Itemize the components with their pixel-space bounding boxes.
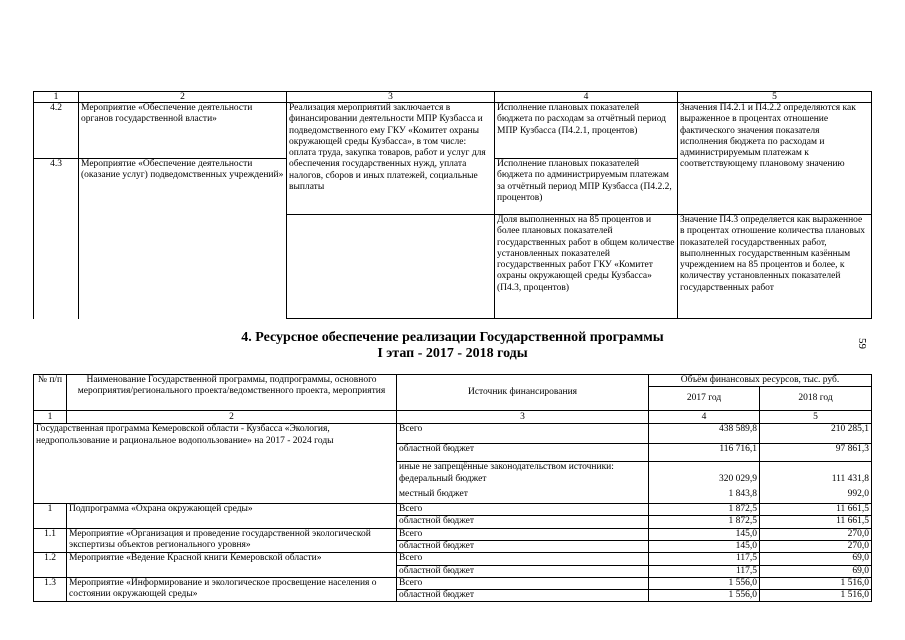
source: федеральный бюджет bbox=[397, 474, 649, 489]
source: областной бюджет bbox=[397, 590, 649, 602]
value-2017: 116 716,1 bbox=[649, 444, 760, 462]
row-number: 4.2 bbox=[34, 103, 79, 159]
measure-description-continued bbox=[287, 215, 495, 319]
calculation-method: Значение П4.3 определяется как выраженное в процентах отношение количества плановых показателей государственных работ, выполненных государственным казённым учреждением на 85 процентов и более, к количеству установленных показателей государственных работ bbox=[678, 215, 872, 319]
value-2017 bbox=[649, 462, 760, 474]
table-row bbox=[34, 103, 872, 159]
source: иные не запрещённые законодательством источники: bbox=[397, 462, 649, 474]
section-subtitle: I этап - 2017 - 2018 годы bbox=[377, 346, 528, 361]
value-2017: 1 843,8 bbox=[649, 489, 760, 504]
calculation-method: Значения П4.2.1 и П4.2.2 определяются как выраженное в процентах отношение фактического значения показателя исполнения бюджета по расходам и администрируемым платежам к соответствующему плановому значению bbox=[678, 103, 872, 215]
header-row bbox=[34, 375, 872, 387]
row-number: 4.3 bbox=[34, 159, 79, 319]
value-2017: 1 556,0 bbox=[649, 577, 760, 589]
table-row bbox=[34, 553, 872, 565]
value-2017: 117,5 bbox=[649, 553, 760, 565]
table-row bbox=[34, 424, 872, 444]
value-2017: 145,0 bbox=[649, 540, 760, 552]
indicator: Исполнение плановых показателей бюджета по администрируемым платежам за отчётный период МПР Кузбасса (П4.2.2, процентов) bbox=[495, 159, 678, 215]
table-row bbox=[34, 504, 872, 516]
table-row bbox=[34, 528, 872, 540]
source: Всего bbox=[397, 577, 649, 589]
col-num-3: 3 bbox=[287, 92, 495, 103]
row-number: 1.2 bbox=[34, 553, 67, 578]
col-num-1: 1 bbox=[34, 92, 79, 103]
resource-table bbox=[33, 374, 872, 602]
col-num-4: 4 bbox=[495, 92, 678, 103]
source: областной бюджет bbox=[397, 516, 649, 528]
row-number: 1 bbox=[34, 504, 67, 529]
source: Всего bbox=[397, 553, 649, 565]
value-2018: 1 516,0 bbox=[760, 577, 872, 589]
measures-table bbox=[33, 91, 872, 319]
value-2018: 11 661,5 bbox=[760, 516, 872, 528]
value-2018: 69,0 bbox=[760, 565, 872, 577]
value-2017: 1 556,0 bbox=[649, 590, 760, 602]
row-number: 1.3 bbox=[34, 577, 67, 602]
item-name: Мероприятие «Информирование и экологическое просвещение населения о состоянии окружающей среды» bbox=[67, 577, 397, 602]
col-num-4: 4 bbox=[649, 411, 760, 424]
header-2018: 2018 год bbox=[760, 387, 872, 411]
col-num-3: 3 bbox=[397, 411, 649, 424]
item-name: Мероприятие «Организация и проведение государственной экологической экспертизы объектов регионального уровня» bbox=[67, 528, 397, 553]
value-2018: 69,0 bbox=[760, 553, 872, 565]
value-2018: 11 661,5 bbox=[760, 504, 872, 516]
value-2017: 438 589,8 bbox=[649, 424, 760, 444]
header-volume: Объём финансовых ресурсов, тыс. руб. bbox=[649, 375, 872, 387]
section-title: 4. Ресурсное обеспечение реализации Государственной программы bbox=[241, 330, 664, 345]
source: Всего bbox=[397, 504, 649, 516]
source: областной бюджет bbox=[397, 444, 649, 462]
source: местный бюджет bbox=[397, 489, 649, 504]
value-2017: 1 872,5 bbox=[649, 504, 760, 516]
value-2018 bbox=[760, 462, 872, 474]
page-number: 59 bbox=[856, 338, 868, 349]
value-2018: 270,0 bbox=[760, 528, 872, 540]
source: областной бюджет bbox=[397, 540, 649, 552]
indicator: Исполнение плановых показателей бюджета по расходам за отчётный период МПР Кузбасса (П4.2.1, процентов) bbox=[495, 103, 678, 159]
measure-description: Реализация мероприятий заключается в финансировании деятельности МПР Кузбасса и подведомственного ему ГКУ «Комитет охраны окружающей среды Кузбасса», в том числе: оплата труда, закупка товаров, работ и услуг для обеспечения государственных нужд, уплата налогов, сборов и иных платежей, социальные выплаты bbox=[287, 103, 495, 215]
measure-name: Мероприятие «Обеспечение деятельности (оказание услуг) подведомственных учреждений» bbox=[79, 159, 287, 319]
value-2017: 1 872,5 bbox=[649, 516, 760, 528]
source: Всего bbox=[397, 528, 649, 540]
value-2017: 145,0 bbox=[649, 528, 760, 540]
source: областной бюджет bbox=[397, 565, 649, 577]
measure-name: Мероприятие «Обеспечение деятельности органов государственной власти» bbox=[79, 103, 287, 159]
value-2017: 117,5 bbox=[649, 565, 760, 577]
header-name: Наименование Государственной программы, подпрограммы, основного мероприятия/регионального проекта/ведомственного проекта, мероприятия bbox=[67, 375, 397, 411]
value-2018: 210 285,1 bbox=[760, 424, 872, 444]
col-num-2: 2 bbox=[79, 92, 287, 103]
program-name: Государственная программа Кемеровской области - Кузбасса «Экология, недропользование и рациональное водопользование» на 2017 - 2024 годы bbox=[34, 424, 397, 504]
value-2018: 270,0 bbox=[760, 540, 872, 552]
col-num-5: 5 bbox=[678, 92, 872, 103]
value-2018: 992,0 bbox=[760, 489, 872, 504]
header-num: № п/п bbox=[34, 375, 67, 411]
item-name: Мероприятие «Ведение Красной книги Кемеровской области» bbox=[67, 553, 397, 578]
item-name: Подпрограмма «Охрана окружающей среды» bbox=[67, 504, 397, 529]
value-2017: 320 029,9 bbox=[649, 474, 760, 489]
col-num-1: 1 bbox=[34, 411, 67, 424]
value-2018: 97 861,3 bbox=[760, 444, 872, 462]
header-source: Источник финансирования bbox=[397, 375, 649, 411]
header-2017: 2017 год bbox=[649, 387, 760, 411]
col-num-5: 5 bbox=[760, 411, 872, 424]
source: Всего bbox=[397, 424, 649, 444]
value-2018: 111 431,8 bbox=[760, 474, 872, 489]
column-number-row bbox=[34, 92, 872, 103]
indicator: Доля выполненных на 85 процентов и более плановых показателей государственных работ в общем количестве установленных показателей государственных работ ГКУ «Комитет охраны окружающей среды Кузбасса» (П4.3, процентов) bbox=[495, 215, 678, 319]
value-2018: 1 516,0 bbox=[760, 590, 872, 602]
column-number-row bbox=[34, 411, 872, 424]
table-row bbox=[34, 577, 872, 589]
col-num-2: 2 bbox=[67, 411, 397, 424]
row-number: 1.1 bbox=[34, 528, 67, 553]
